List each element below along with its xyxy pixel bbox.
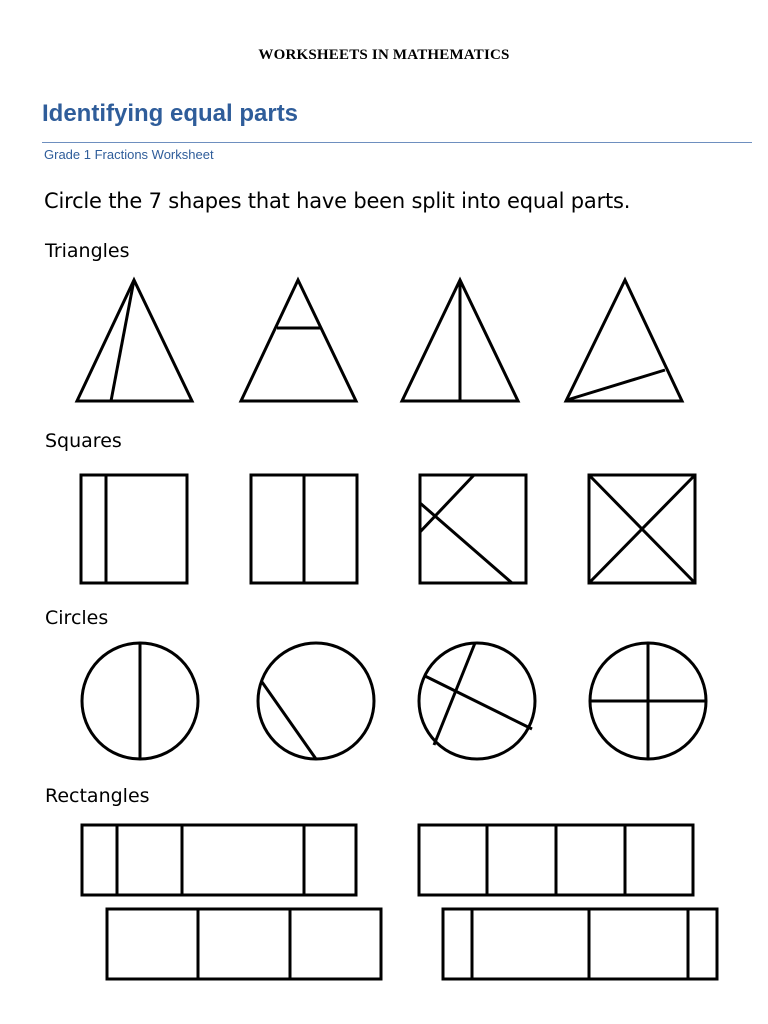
worksheet-title: Identifying equal parts [42, 100, 299, 127]
worksheet-subtitle: Grade 1 Fractions Worksheet [44, 147, 214, 162]
circle-shape-3[interactable] [419, 643, 535, 759]
circle-shape-4[interactable] [590, 643, 706, 759]
circle-shape-1[interactable] [82, 643, 198, 759]
triangle-shape-1[interactable] [77, 280, 192, 401]
rectangle-shape-4[interactable] [443, 909, 717, 979]
circle-shape-2[interactable] [258, 643, 374, 759]
rectangle-shape-1[interactable] [82, 825, 356, 895]
instruction-text: Circle the 7 shapes that have been split into equal parts. [44, 189, 631, 213]
section-label-triangles: Triangles [45, 240, 130, 262]
page-header: WORKSHEETS IN MATHEMATICS [258, 47, 510, 63]
rectangle-shape-3[interactable] [107, 909, 381, 979]
section-label-rectangles: Rectangles [45, 785, 150, 807]
section-label-circles: Circles [45, 607, 109, 629]
square-shape-4[interactable] [589, 475, 695, 583]
square-shape-2[interactable] [251, 475, 357, 583]
section-label-squares: Squares [45, 430, 122, 452]
triangle-shape-3[interactable] [402, 280, 518, 401]
square-shape-3[interactable] [420, 475, 526, 583]
rectangle-shape-2[interactable] [419, 825, 693, 895]
triangle-shape-2[interactable] [241, 280, 356, 401]
square-shape-1[interactable] [81, 475, 187, 583]
triangle-shape-4[interactable] [566, 280, 682, 401]
